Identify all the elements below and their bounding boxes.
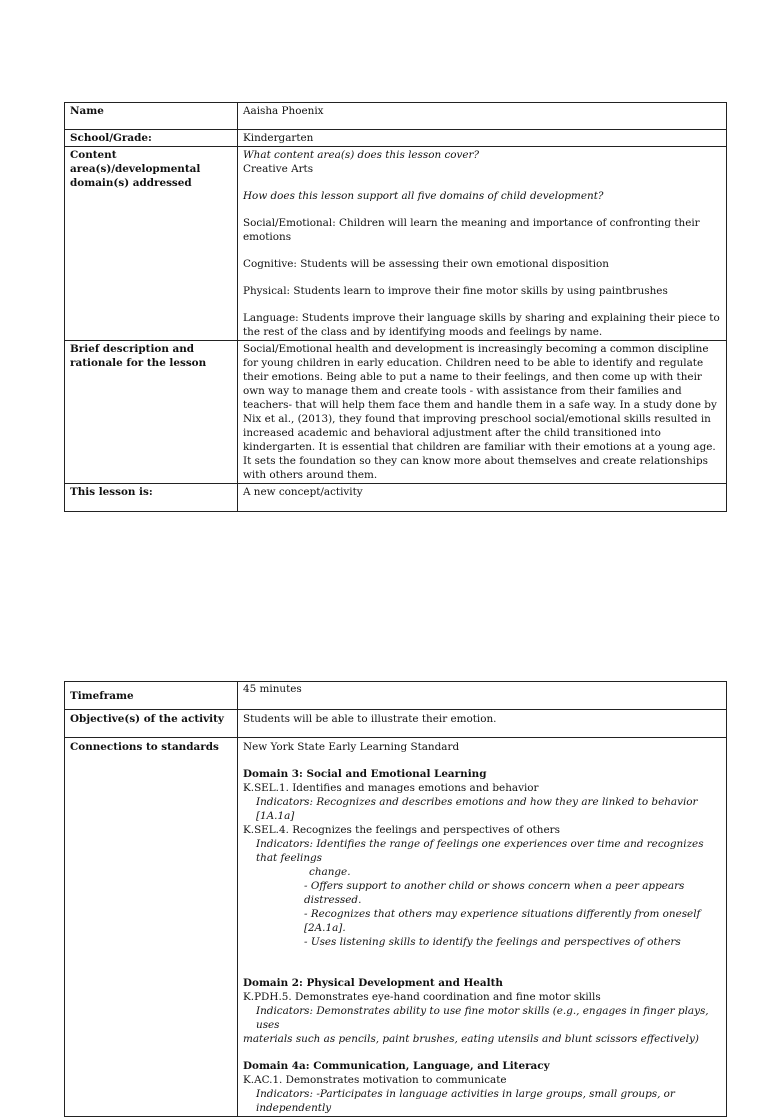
school-value: Kindergarten (238, 130, 727, 147)
name-value: Aaisha Phoenix (238, 103, 727, 130)
activity-table (64, 681, 727, 1117)
timeframe-label: Timeframe (65, 682, 238, 710)
school-label: School/Grade: (65, 130, 238, 147)
domain-language: Language: Students improve their language skills by sharing and explaining their piece to the rest of the class and by identifying moods and feelings by name. (243, 312, 720, 338)
standards-label: Connections to standards (65, 738, 238, 1117)
ksel4-indicators-cont: change. (309, 866, 351, 878)
domain-cognitive: Cognitive: Students will be assessing their own emotional disposition (243, 258, 609, 270)
brief-text: Social/Emotional health and development is increasingly becoming a common discipline for young children in early education. Children need to be able to identify and regulate their emotions. Being able to put a name to their feelings, and then come up with their own way to manage them and create tools - with assistance from their families and teachers- that will help them face them and handle them in a safe way. In a study done by Nix et al., (2013), they found that improving preschool social/emotional skills resulted in increased academic and behavioral adjustment after the child transitioned into kindergarten. It is essential that children are familiar with their emotions at a young age. It sets the foundation so they can know more about themselves and create relationships with others around them. (238, 341, 727, 484)
ksel4-bullet-3: - Uses listening skills to identify the feelings and perspectives of others (304, 936, 681, 948)
domain3-title: Domain 3: Social and Emotional Learning (243, 768, 487, 780)
name-label: Name (65, 103, 238, 130)
ksel4-bullet-1: - Offers support to another child or shows concern when a peer appears distressed. (304, 880, 685, 906)
kac1-indicators: Indicators: -Participates in language activities in large groups, small groups, or independently (256, 1088, 675, 1114)
ksel4-bullet-2: - Recognizes that others may experience situations differently from oneself [2A.1a]. (304, 908, 701, 934)
kac1: K.AC.1. Demonstrates motivation to communicate (243, 1074, 507, 1086)
ksel4: K.SEL.4. Recognizes the feelings and perspectives of others (243, 824, 560, 836)
objective-label: Objective(s) of the activity (65, 710, 238, 738)
objective-value: Students will be able to illustrate their emotion. (238, 710, 727, 738)
content-label: Content area(s)/developmental domain(s) addressed (65, 147, 238, 341)
brief-label: Brief description and rationale for the lesson (65, 341, 238, 484)
ksel1: K.SEL.1. Identifies and manages emotions and behavior (243, 782, 539, 794)
kpdh5-indicators: Indicators: Demonstrates ability to use fine motor skills (e.g., engages in finger plays, uses (256, 1005, 709, 1031)
kpdh5: K.PDH.5. Demonstrates eye-hand coordination and fine motor skills (243, 991, 601, 1003)
domain2-title: Domain 2: Physical Development and Health (243, 977, 503, 989)
lesson-info-table (64, 102, 727, 512)
standards-intro: New York State Early Learning Standard (243, 741, 460, 753)
ksel1-indicators: Indicators: Recognizes and describes emotions and how they are linked to behavior [1A.1a] (256, 796, 698, 822)
content-cell (238, 147, 727, 341)
content-answer-1: Creative Arts (243, 163, 314, 175)
ksel4-indicators: Indicators: Identifies the range of feelings one experiences over time and recognizes that feelings (256, 838, 704, 864)
domain-social: Social/Emotional: Children will learn the meaning and importance of confronting their emotions (243, 217, 700, 243)
domain4a-title: Domain 4a: Communication, Language, and Literacy (243, 1060, 550, 1072)
content-question-1: What content area(s) does this lesson cover? (243, 149, 480, 161)
content-question-2: How does this lesson support all five domains of child development? (243, 190, 604, 202)
timeframe-value: 45 minutes (238, 682, 727, 710)
kpdh5-indicators-cont: materials such as pencils, paint brushes, eating utensils and blunt scissors effectively) (243, 1033, 699, 1045)
lesson-type-label: This lesson is: (65, 484, 238, 512)
standards-cell (238, 738, 727, 1117)
lesson-type-value: A new concept/activity (238, 484, 727, 512)
domain-physical: Physical: Students learn to improve their fine motor skills by using paintbrushes (243, 285, 668, 297)
